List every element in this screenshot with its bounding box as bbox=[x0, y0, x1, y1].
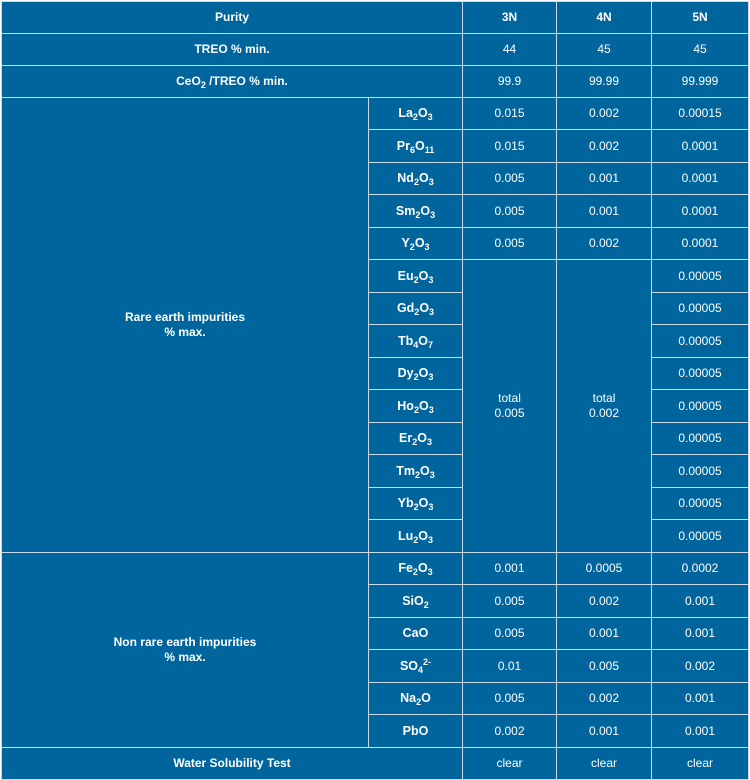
compound-formula: $Gd_2O_3$ bbox=[369, 293, 463, 325]
ceo2-4n-value: 99.99 bbox=[557, 66, 652, 98]
total-3n-value: total 0.005 bbox=[463, 260, 557, 553]
compound-formula: $Sm_2O_3$ bbox=[369, 195, 463, 228]
grade-5n-header: 5N bbox=[652, 2, 749, 34]
compound-formula: $Fe_2O_3$ bbox=[369, 553, 463, 585]
value-3n: 0.005 bbox=[463, 228, 557, 260]
value-4n: 0.001 bbox=[557, 195, 652, 228]
value-5n: 0.00015 bbox=[652, 98, 749, 130]
water-solubility-value: clear bbox=[463, 748, 557, 780]
value-5n: 0.001 bbox=[652, 585, 749, 618]
compound-formula: $Eu_2O_3$ bbox=[369, 260, 463, 293]
value-3n: 0.001 bbox=[463, 553, 557, 585]
compound-formula: $Na_2O$ bbox=[369, 683, 463, 715]
value-4n: 0.001 bbox=[557, 618, 652, 650]
water-solubility-value: clear bbox=[652, 748, 749, 780]
value-5n: 0.0001 bbox=[652, 195, 749, 228]
treo-5n-value: 45 bbox=[652, 34, 749, 66]
purity-header: Purity bbox=[2, 2, 463, 34]
water-solubility-value: clear bbox=[557, 748, 652, 780]
compound-formula: $Y_2O_3$ bbox=[369, 228, 463, 260]
value-4n: 0.002 bbox=[557, 585, 652, 618]
value-5n: 0.00005 bbox=[652, 455, 749, 488]
compound-formula: $Nd_2O_3$ bbox=[369, 163, 463, 195]
value-5n: 0.001 bbox=[652, 683, 749, 715]
value-5n: 0.00005 bbox=[652, 488, 749, 520]
value-5n: 0.0001 bbox=[652, 228, 749, 260]
value-4n: 0.001 bbox=[557, 715, 652, 748]
purity-spec-table bbox=[1, 1, 749, 780]
ceo2-5n-value: 99.999 bbox=[652, 66, 749, 98]
compound-formula: $La_2O_3$ bbox=[369, 98, 463, 130]
treo-4n-value: 45 bbox=[557, 34, 652, 66]
value-5n: 0.00005 bbox=[652, 293, 749, 325]
compound-formula: CaO bbox=[369, 618, 463, 650]
value-5n: 0.002 bbox=[652, 650, 749, 683]
ceo2-label: CeO$_2$ /TREO % min. bbox=[2, 66, 463, 98]
value-3n: 0.005 bbox=[463, 683, 557, 715]
value-4n: 0.002 bbox=[557, 98, 652, 130]
value-5n: 0.0001 bbox=[652, 130, 749, 163]
value-3n: 0.005 bbox=[463, 618, 557, 650]
compound-formula: $Tm_2O_3$ bbox=[369, 455, 463, 488]
value-3n: 0.005 bbox=[463, 195, 557, 228]
total-4n-value: total 0.002 bbox=[557, 260, 652, 553]
compound-formula: $Lu_2O_3$ bbox=[369, 520, 463, 553]
value-5n: 0.0002 bbox=[652, 553, 749, 585]
value-4n: 0.001 bbox=[557, 163, 652, 195]
value-5n: 0.00005 bbox=[652, 390, 749, 423]
value-5n: 0.001 bbox=[652, 715, 749, 748]
table-row bbox=[2, 98, 749, 130]
treo-label: TREO % min. bbox=[2, 34, 463, 66]
grade-4n-header: 4N bbox=[557, 2, 652, 34]
value-4n: 0.002 bbox=[557, 683, 652, 715]
compound-formula: PbO bbox=[369, 715, 463, 748]
treo-3n-value: 44 bbox=[463, 34, 557, 66]
value-4n: 0.002 bbox=[557, 228, 652, 260]
value-5n: 0.00005 bbox=[652, 325, 749, 358]
table-row bbox=[2, 553, 749, 585]
value-3n: 0.005 bbox=[463, 163, 557, 195]
value-5n: 0.00005 bbox=[652, 520, 749, 553]
value-3n: 0.005 bbox=[463, 585, 557, 618]
value-3n: 0.01 bbox=[463, 650, 557, 683]
value-5n: 0.00005 bbox=[652, 260, 749, 293]
compound-formula: $Er_2O_3$ bbox=[369, 423, 463, 455]
value-3n: 0.015 bbox=[463, 98, 557, 130]
ceo2-3n-value: 99.9 bbox=[463, 66, 557, 98]
rare-earth-impurities-label: Rare earth impurities % max. bbox=[2, 98, 369, 553]
compound-formula: SiO$_2$ bbox=[369, 585, 463, 618]
water-solubility-label: Water Solubility Test bbox=[2, 748, 463, 780]
grade-3n-header: 3N bbox=[463, 2, 557, 34]
value-5n: 0.00005 bbox=[652, 358, 749, 390]
compound-formula: $Ho_2O_3$ bbox=[369, 390, 463, 423]
compound-formula: $Dy_2O_3$ bbox=[369, 358, 463, 390]
value-4n: 0.002 bbox=[557, 130, 652, 163]
compound-formula: $SO_4^{2-}$ bbox=[369, 650, 463, 683]
value-3n: 0.002 bbox=[463, 715, 557, 748]
value-5n: 0.00005 bbox=[652, 423, 749, 455]
compound-formula: $Pr_6O_{11}$ bbox=[369, 130, 463, 163]
value-3n: 0.015 bbox=[463, 130, 557, 163]
non-rare-earth-impurities-label: Non rare earth impurities % max. bbox=[2, 553, 369, 748]
value-4n: 0.005 bbox=[557, 650, 652, 683]
value-5n: 0.0001 bbox=[652, 163, 749, 195]
value-5n: 0.001 bbox=[652, 618, 749, 650]
compound-formula: $Tb_4O_7$ bbox=[369, 325, 463, 358]
compound-formula: $Yb_2O_3$ bbox=[369, 488, 463, 520]
value-4n: 0.0005 bbox=[557, 553, 652, 585]
